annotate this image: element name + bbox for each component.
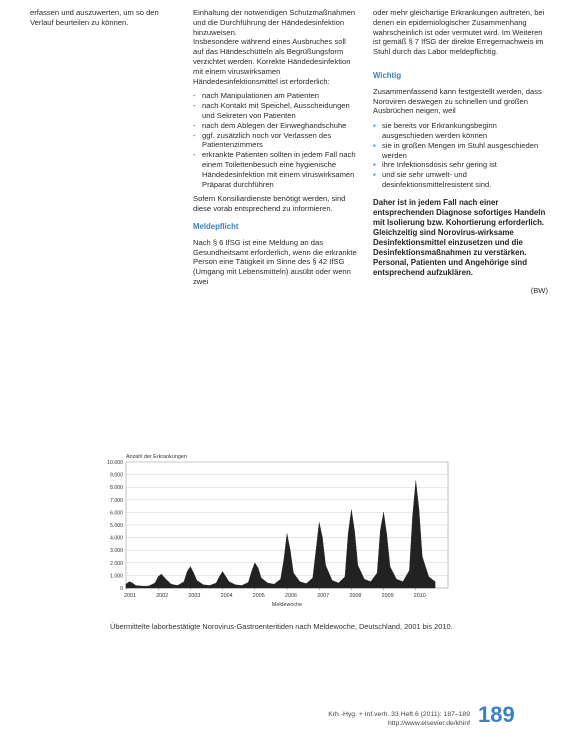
- paragraph: Sofern Konsiliardienste benötigt werden, sind diese vorab entsprechend zu informieren.: [193, 194, 346, 214]
- paragraph: Einhaltung der notwendigen Schutzmaßnahmen und die Durchführung der Händedesinfektion hinzuweisen.: [193, 8, 356, 37]
- x-tick-label: 2001: [124, 593, 136, 599]
- data-point: [287, 534, 288, 535]
- data-point: [348, 534, 349, 535]
- page-number: 189: [478, 702, 515, 727]
- data-point: [419, 510, 420, 511]
- list-item: - ggf. zusätzlich noch vor Verlassen des Patientenzimmers: [193, 131, 357, 151]
- data-point: [235, 585, 236, 586]
- y-tick-label: 7.000: [110, 497, 123, 504]
- y-tick-label: 8.000: [110, 485, 123, 492]
- x-tick-label: 2006: [285, 593, 297, 599]
- data-point: [412, 516, 413, 517]
- data-point: [416, 481, 417, 482]
- list-item: ▪ und sie sehr umwelt- und desinfektionsmittelresistent sind.: [373, 170, 548, 190]
- paragraph: Zusammenfassend kann festgestellt werden, dass Noroviren deswegen zu schnellen und großen Ausbrüchen neigen, weil: [373, 86, 542, 116]
- data-point: [197, 580, 198, 581]
- data-point: [242, 585, 243, 586]
- data-point: [148, 586, 149, 587]
- y-tick-label: 6.000: [110, 510, 123, 517]
- data-point: [251, 571, 252, 572]
- data-point: [319, 522, 320, 523]
- list-item: ▪ sie in großen Mengen im Stuhl ausgeschieden werden: [373, 141, 548, 161]
- paragraph: erfassen und auszuwerten, um so den Verlauf beurteilen zu können.: [30, 8, 159, 27]
- data-point: [248, 582, 249, 583]
- text-column-left: [30, 8, 178, 28]
- x-axis-label: Meldewoche: [271, 602, 303, 608]
- data-point: [216, 583, 217, 584]
- data-point: [396, 579, 397, 580]
- x-tick-label: 2004: [220, 593, 233, 599]
- y-tick-label: 5.000: [110, 523, 123, 529]
- data-point: [351, 510, 352, 511]
- y-tick-label: 9.000: [110, 472, 123, 479]
- data-point: [177, 585, 178, 586]
- section-heading-wichtig: Wichtig: [373, 70, 402, 80]
- paragraph: oder mehr gleichartige Erkrankungen auftreten, bei denen ein epidemiologischer Zusammenhang wahrscheinlich ist oder vermutet wird. Im Weiteren ist gemäß § 7 IfSG der direkte Erregernachweis im Stuhl durch das Labor meldepflichtig.: [373, 8, 545, 57]
- data-point: [274, 584, 275, 585]
- list-item: - erkrankte Patienten sollten in jedem Fall nach einem Toilettenbesuch eine hygienische Händedesinfektion mit einem viruswirksamen Präparat durchführen: [193, 150, 357, 189]
- data-point: [280, 579, 281, 580]
- list-item: ▪ ihre Infektionsdosis sehr gering ist: [373, 160, 548, 170]
- list-item: - nach dem Ablegen der Einweghandschuhe: [193, 121, 357, 131]
- data-point: [300, 581, 301, 582]
- figure-caption: Übermittelte laborbestätigte Norovirus-Gastroenteritiden nach Meldewoche, Deutschland, 2001 bis 2010.: [110, 622, 453, 631]
- data-point: [387, 535, 388, 536]
- data-point: [222, 571, 223, 572]
- data-point: [190, 566, 191, 567]
- data-point: [338, 583, 339, 584]
- author-signature: (BW): [530, 285, 548, 295]
- data-point: [435, 581, 436, 582]
- data-point: [132, 583, 133, 584]
- chart-svg: [98, 448, 458, 616]
- citation: Krh.-Hyg. + Inf.verh. 33 Heft 6 (2011): 187–189: [328, 711, 470, 718]
- norovirus-chart: [98, 448, 458, 616]
- y-tick-label: 2.000: [110, 560, 123, 567]
- x-tick-label: 2010: [413, 593, 426, 599]
- data-point: [403, 581, 404, 582]
- data-point: [354, 531, 355, 532]
- text-column-right: [373, 8, 548, 295]
- data-point: [428, 576, 429, 577]
- data-point: [316, 550, 317, 551]
- data-point: [184, 581, 185, 582]
- data-point: [364, 579, 365, 580]
- data-point: [209, 585, 210, 586]
- data-point: [142, 586, 143, 587]
- data-point: [261, 578, 262, 579]
- paragraph: Insbesondere während eines Ausbruches soll auf das Händeschütteln als Begrüßungsform verzichtet werden. Korrekte Händedesinfektion mit einem viruswirksamen Händedesinfektionsmittel ist erforderlich:: [193, 37, 351, 86]
- data-point: [126, 584, 127, 585]
- data-point: [358, 565, 359, 566]
- data-point: [409, 570, 410, 571]
- data-point: [380, 530, 381, 531]
- list-item: - nach Kontakt mit Speichel, Ausscheidungen und Sekreten von Patienten: [193, 101, 357, 121]
- data-point: [377, 573, 378, 574]
- data-point: [322, 537, 323, 538]
- data-point: [345, 576, 346, 577]
- data-point: [313, 578, 314, 579]
- data-point: [158, 576, 159, 577]
- data-point: [203, 585, 204, 586]
- y-tick-label: 3.000: [110, 548, 123, 555]
- data-point: [193, 573, 194, 574]
- data-point: [293, 573, 294, 574]
- text-column-middle: [193, 8, 357, 287]
- data-point: [219, 576, 220, 577]
- data-point: [284, 560, 285, 561]
- data-point: [306, 583, 307, 584]
- data-point: [258, 568, 259, 569]
- data-point: [370, 581, 371, 582]
- y-axis-label: Anzahl der Erkrankungen: [126, 454, 187, 460]
- y-tick-label: 4.000: [110, 535, 123, 542]
- y-tick-label: 0: [120, 586, 123, 592]
- list-item: ▪ sie bereits vor Erkrankungsbeginn ausgeschieden werden können: [373, 121, 548, 141]
- y-tick-label: 1.000: [110, 573, 123, 580]
- data-point: [164, 578, 165, 579]
- data-point: [422, 556, 423, 557]
- x-tick-label: 2002: [156, 593, 169, 599]
- x-tick-label: 2007: [317, 593, 330, 599]
- x-tick-label: 2009: [381, 593, 394, 599]
- data-point: [155, 583, 156, 584]
- x-tick-label: 2008: [349, 593, 362, 599]
- data-point: [267, 583, 268, 584]
- data-point: [332, 580, 333, 581]
- data-point: [187, 571, 188, 572]
- reasons-list: [373, 121, 548, 190]
- x-tick-label: 2005: [252, 593, 265, 599]
- data-point: [383, 512, 384, 513]
- data-point: [171, 584, 172, 585]
- data-point: [129, 581, 130, 582]
- data-point: [390, 566, 391, 567]
- data-point: [161, 574, 162, 575]
- data-point: [325, 565, 326, 566]
- data-point: [229, 581, 230, 582]
- journal-url: http://www.elsevier.de/khinf: [388, 719, 470, 727]
- paragraph: Nach § 6 IfSG ist eine Meldung an das Gesundheitsamt erforderlich, wenn die erkrankte Person eine Tätigkeit im Sinne des § 42 IfSG (Umgang mit Lebensmitteln) ausübt oder wenn zwei: [193, 237, 357, 286]
- section-heading-meldepflicht: Meldepflicht: [193, 221, 239, 231]
- conclusion-text: Daher ist in jedem Fall nach einer entsprechenden Diagnose sofortiges Handeln mit Isolierung bzw. Kohortierung erforderlich. Gleichzeitig sind Norovirus-wirksame Desinfektionsmittel einzusetzen und die Desinfektionsmaßnahmen zu verstärken. Personal, Patienten und Angehörige sind entsprechend aufzuklären.: [373, 197, 546, 277]
- data-point: [135, 585, 136, 586]
- data-point: [290, 550, 291, 551]
- series-area: [126, 481, 435, 588]
- x-tick-label: 2003: [188, 593, 201, 599]
- data-point: [226, 576, 227, 577]
- data-point: [255, 563, 256, 564]
- list-item: - nach Manipulationen am Patienten: [193, 91, 357, 101]
- journal-reference: [320, 711, 470, 728]
- y-tick-label: 10.000: [107, 460, 123, 466]
- hand-disinfection-list: [193, 91, 357, 189]
